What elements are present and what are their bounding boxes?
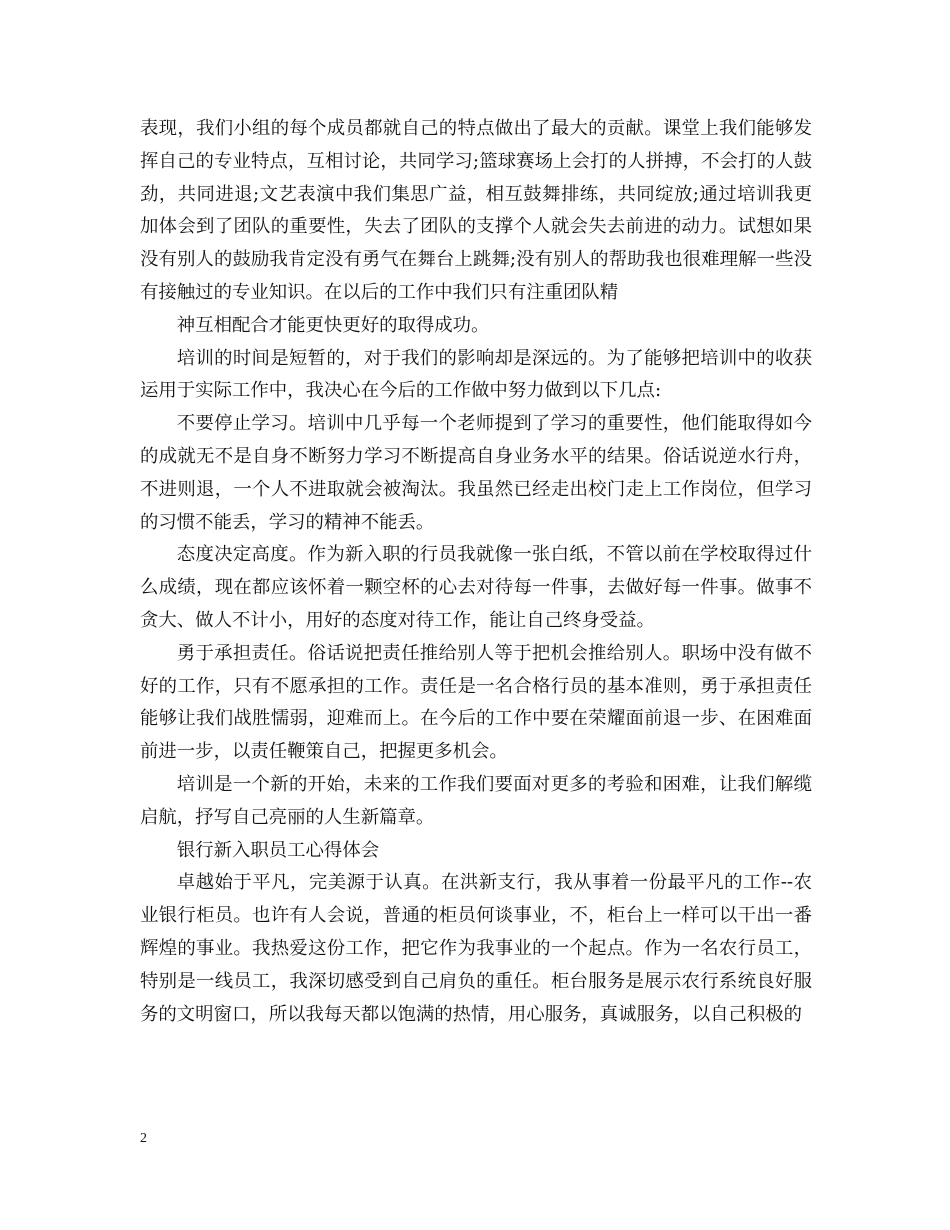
paragraph-3: 培训的时间是短暂的，对于我们的影响却是深远的。为了能够把培训中的收获运用于实际工作中，我决心在今后的工作做中努力做到以下几点: [140, 347, 812, 402]
page-number: 2 [140, 1131, 147, 1146]
section-heading: 银行新入职员工心得体会 [176, 839, 380, 861]
document-body [140, 113, 812, 1031]
paragraph-1: 表现，我们小组的每个成员都就自己的特点做出了最大的贡献。课堂上我们能够发挥自己的专业特点，互相讨论，共同学习;篮球赛场上会打的人拼搏，不会打的人鼓劲，共同进退;文艺表演中我们集思广益，相互鼓舞排练，共同绽放;通过培训我更加体会到了团队的重要性，失去了团队的支撑个人就会失去前进的动力。试想如果没有别人的鼓励我肯定没有勇气在舞台上跳舞;没有别人的帮助我也很难理解一些没有接触过的专业知识。在以后的工作中我们只有注重团队精 [140, 118, 812, 303]
paragraph-2: 神互相配合才能更快更好的取得成功。 [176, 314, 490, 336]
paragraph-6: 勇于承担责任。俗话说把责任推给别人等于把机会推给别人。职场中没有做不好的工作，只有不愿承担的工作。责任是一名合格行员的基本准则，勇于承担责任能够让我们战胜懦弱，迎难而上。在今后的工作中要在荣耀面前退一步、在困难面前进一步，以责任鞭策自己，把握更多机会。 [140, 642, 812, 763]
paragraph-7: 培训是一个新的开始，未来的工作我们要面对更多的考验和困难，让我们解缆启航，抒写自己亮丽的人生新篇章。 [140, 773, 812, 828]
paragraph-4: 不要停止学习。培训中几乎每一个老师提到了学习的重要性，他们能取得如今的成就无不是自身不断努力学习不断提高自身业务水平的结果。俗话说逆水行舟，不进则退，一个人不进取就会被淘汰。我虽然已经走出校门走上工作岗位，但学习的习惯不能丢，学习的精神不能丢。 [140, 413, 812, 533]
paragraph-9: 卓越始于平凡，完美源于认真。在洪新支行，我从事着一份最平凡的工作--农业银行柜员。也许有人会说，普通的柜员何谈事业，不，柜台上一样可以干出一番辉煌的事业。我热爱这份工作，把它作为我事业的一个起点。作为一名农行员工，特别是一线员工，我深切感受到自己肩负的重任。柜台服务是展示农行系统良好服务的文明窗口，所以我每天都以饱满的热情，用心服务，真诚服务，以自己积极的 [140, 872, 812, 1025]
paragraph-5: 态度决定高度。作为新入职的行员我就像一张白纸，不管以前在学校取得过什么成绩，现在都应该怀着一颗空杯的心去对待每一件事，去做好每一件事。做事不贪大、做人不计小，用好的态度对待工作，能让自己终身受益。 [140, 544, 812, 631]
